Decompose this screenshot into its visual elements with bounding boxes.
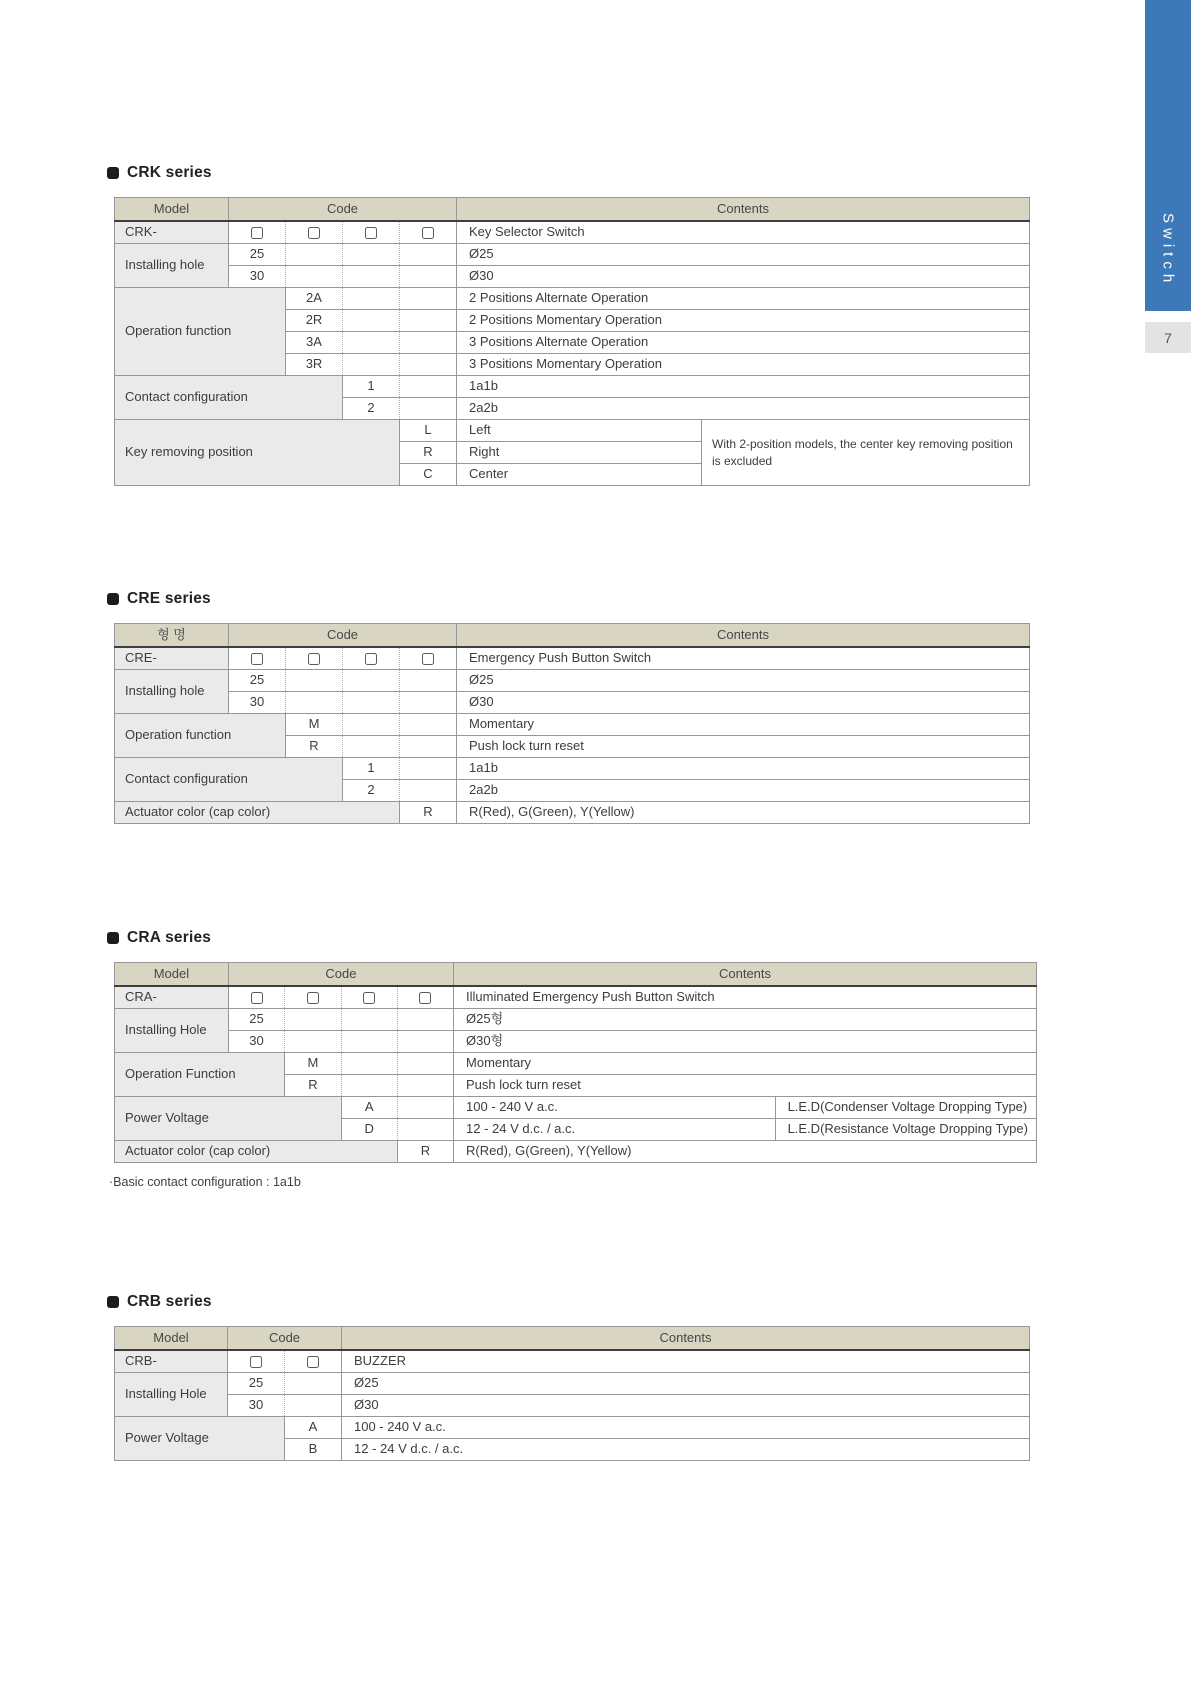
section-title-crk bbox=[107, 162, 1037, 184]
side-tab-switch bbox=[1145, 0, 1191, 311]
row-label-cell: Power Voltage bbox=[115, 1097, 342, 1141]
header-row bbox=[115, 1327, 1030, 1351]
code-empty-cell bbox=[400, 670, 457, 692]
code-empty-cell bbox=[341, 1053, 397, 1075]
table-row bbox=[115, 692, 1030, 714]
contents-cell: 100 - 240 V a.c. bbox=[342, 1417, 1030, 1439]
code-value-cell: 30 bbox=[228, 1031, 284, 1053]
row-label-cell: CRK- bbox=[115, 221, 229, 244]
table-row bbox=[115, 266, 1030, 288]
code-empty-cell bbox=[341, 1075, 397, 1097]
table-row bbox=[115, 1031, 1037, 1053]
code-value-cell: C bbox=[400, 464, 457, 486]
contents-cell: Ø25형 bbox=[454, 1009, 1037, 1031]
code-empty-cell bbox=[286, 266, 343, 288]
code-value-cell: M bbox=[285, 1053, 341, 1075]
code-empty-cell bbox=[397, 1075, 453, 1097]
contents-cell: Right bbox=[457, 442, 702, 464]
code-placeholder-cell bbox=[397, 986, 453, 1009]
code-value-cell: R bbox=[286, 736, 343, 758]
table-row bbox=[115, 670, 1030, 692]
row-label-cell: Key removing position bbox=[115, 420, 400, 486]
contents-cell: Ø30 bbox=[457, 266, 1030, 288]
code-empty-cell bbox=[400, 288, 457, 310]
section-title-text: CRA series bbox=[127, 929, 212, 946]
cre-ordering-table bbox=[114, 623, 1030, 824]
code-empty-cell bbox=[285, 1395, 342, 1417]
contents-cell: L.E.D(Resistance Voltage Dropping Type) bbox=[775, 1119, 1036, 1141]
code-placeholder-cell bbox=[286, 221, 343, 244]
row-label-cell: Installing Hole bbox=[115, 1009, 229, 1053]
row-label-cell: Installing Hole bbox=[115, 1373, 228, 1417]
contents-cell: Momentary bbox=[457, 714, 1030, 736]
code-empty-cell bbox=[400, 736, 457, 758]
section-cra bbox=[107, 927, 1037, 1189]
header-cell: Contents bbox=[457, 198, 1030, 222]
code-value-cell: 25 bbox=[229, 670, 286, 692]
code-value-cell: 1 bbox=[343, 376, 400, 398]
table-row bbox=[115, 420, 1030, 442]
footnote-basic-contact: ·Basic contact configuration : 1a1b bbox=[109, 1175, 301, 1189]
row-label-cell: Installing hole bbox=[115, 670, 229, 714]
contents-cell: Push lock turn reset bbox=[457, 736, 1030, 758]
code-empty-cell bbox=[343, 266, 400, 288]
contents-cell: L.E.D(Condenser Voltage Dropping Type) bbox=[775, 1097, 1036, 1119]
row-label-cell: Operation Function bbox=[115, 1053, 285, 1097]
code-value-cell: B bbox=[285, 1439, 342, 1461]
code-empty-cell bbox=[400, 714, 457, 736]
code-empty-cell bbox=[343, 692, 400, 714]
code-value-cell: R bbox=[400, 442, 457, 464]
code-empty-cell bbox=[343, 332, 400, 354]
placeholder-square-icon bbox=[251, 653, 263, 665]
table-row bbox=[115, 221, 1030, 244]
placeholder-square-icon bbox=[251, 227, 263, 239]
contents-cell: Illuminated Emergency Push Button Switch bbox=[454, 986, 1037, 1009]
section-bullet-icon bbox=[107, 167, 119, 179]
contents-cell: Ø30형 bbox=[454, 1031, 1037, 1053]
contents-cell: Ø25 bbox=[457, 244, 1030, 266]
code-value-cell: 2A bbox=[286, 288, 343, 310]
code-value-cell: 25 bbox=[229, 244, 286, 266]
placeholder-square-icon bbox=[307, 992, 319, 1004]
row-label-cell: Actuator color (cap color) bbox=[115, 1141, 398, 1163]
section-cre bbox=[107, 588, 1037, 824]
table-row bbox=[115, 376, 1030, 398]
code-empty-cell bbox=[285, 1031, 341, 1053]
code-value-cell: 25 bbox=[228, 1373, 285, 1395]
header-cell: Contents bbox=[342, 1327, 1030, 1351]
table-row bbox=[115, 986, 1037, 1009]
code-empty-cell bbox=[341, 1031, 397, 1053]
code-placeholder-cell bbox=[228, 986, 284, 1009]
placeholder-square-icon bbox=[308, 227, 320, 239]
contents-cell: R(Red), G(Green), Y(Yellow) bbox=[457, 802, 1030, 824]
header-cell: Model bbox=[115, 963, 229, 987]
contents-cell: Ø25 bbox=[342, 1373, 1030, 1395]
code-empty-cell bbox=[343, 288, 400, 310]
code-value-cell: R bbox=[285, 1075, 341, 1097]
contents-cell: 12 - 24 V d.c. / a.c. bbox=[454, 1119, 776, 1141]
placeholder-square-icon bbox=[250, 1356, 262, 1368]
code-placeholder-cell bbox=[229, 221, 286, 244]
code-empty-cell bbox=[397, 1097, 453, 1119]
page-number: 7 bbox=[1164, 329, 1172, 346]
header-cell: Code bbox=[228, 1327, 342, 1351]
table-row bbox=[115, 1350, 1030, 1373]
header-cell: Code bbox=[228, 963, 453, 987]
contents-cell: BUZZER bbox=[342, 1350, 1030, 1373]
code-empty-cell bbox=[343, 670, 400, 692]
cra-ordering-table bbox=[114, 962, 1037, 1163]
code-value-cell: D bbox=[341, 1119, 397, 1141]
row-label-cell: Installing hole bbox=[115, 244, 229, 288]
row-label-cell: CRE- bbox=[115, 647, 229, 670]
code-value-cell: 30 bbox=[229, 266, 286, 288]
contents-cell: 2a2b bbox=[457, 780, 1030, 802]
section-crk bbox=[107, 162, 1037, 486]
row-label-cell: Contact configuration bbox=[115, 758, 343, 802]
code-placeholder-cell bbox=[400, 221, 457, 244]
table-row bbox=[115, 1395, 1030, 1417]
contents-cell: Push lock turn reset bbox=[454, 1075, 1037, 1097]
contents-cell: 2 Positions Momentary Operation bbox=[457, 310, 1030, 332]
header-cell: 형 명 bbox=[115, 624, 229, 648]
code-empty-cell bbox=[343, 736, 400, 758]
code-value-cell: 2 bbox=[343, 780, 400, 802]
code-placeholder-cell bbox=[285, 1350, 342, 1373]
table-row bbox=[115, 1373, 1030, 1395]
section-bullet-icon bbox=[107, 1296, 119, 1308]
code-placeholder-cell bbox=[343, 221, 400, 244]
contents-cell: 3 Positions Alternate Operation bbox=[457, 332, 1030, 354]
row-label-cell: CRA- bbox=[115, 986, 229, 1009]
code-empty-cell bbox=[341, 1009, 397, 1031]
code-empty-cell bbox=[400, 758, 457, 780]
code-empty-cell bbox=[397, 1119, 453, 1141]
contents-cell: 2 Positions Alternate Operation bbox=[457, 288, 1030, 310]
code-empty-cell bbox=[397, 1031, 453, 1053]
placeholder-square-icon bbox=[308, 653, 320, 665]
code-empty-cell bbox=[400, 354, 457, 376]
code-empty-cell bbox=[343, 310, 400, 332]
contents-cell: 12 - 24 V d.c. / a.c. bbox=[342, 1439, 1030, 1461]
code-empty-cell bbox=[400, 244, 457, 266]
section-crb bbox=[107, 1291, 1037, 1461]
contents-cell: Ø30 bbox=[342, 1395, 1030, 1417]
code-empty-cell bbox=[343, 714, 400, 736]
code-empty-cell bbox=[343, 244, 400, 266]
section-title-text: CRE series bbox=[127, 590, 211, 607]
code-empty-cell bbox=[285, 1009, 341, 1031]
code-placeholder-cell bbox=[341, 986, 397, 1009]
header-cell: Model bbox=[115, 198, 229, 222]
code-value-cell: R bbox=[397, 1141, 453, 1163]
placeholder-square-icon bbox=[419, 992, 431, 1004]
contents-cell: Left bbox=[457, 420, 702, 442]
contents-cell: Center bbox=[457, 464, 702, 486]
header-cell: Contents bbox=[457, 624, 1030, 648]
header-cell: Contents bbox=[454, 963, 1037, 987]
contents-cell: 1a1b bbox=[457, 376, 1030, 398]
table-row bbox=[115, 1053, 1037, 1075]
contents-cell: 3 Positions Momentary Operation bbox=[457, 354, 1030, 376]
contents-cell: Emergency Push Button Switch bbox=[457, 647, 1030, 670]
contents-cell: Key Selector Switch bbox=[457, 221, 1030, 244]
header-cell: Model bbox=[115, 1327, 228, 1351]
row-label-cell: Power Voltage bbox=[115, 1417, 285, 1461]
code-empty-cell bbox=[400, 692, 457, 714]
header-row bbox=[115, 624, 1030, 648]
contents-cell: Momentary bbox=[454, 1053, 1037, 1075]
row-label-cell: CRB- bbox=[115, 1350, 228, 1373]
row-label-cell: Actuator color (cap color) bbox=[115, 802, 400, 824]
code-empty-cell bbox=[400, 780, 457, 802]
code-value-cell: L bbox=[400, 420, 457, 442]
crb-ordering-table bbox=[114, 1326, 1030, 1461]
code-value-cell: 25 bbox=[228, 1009, 284, 1031]
section-title-text: CRB series bbox=[127, 1293, 212, 1310]
section-title-cre bbox=[107, 588, 1037, 610]
code-empty-cell bbox=[286, 692, 343, 714]
table-row bbox=[115, 714, 1030, 736]
code-value-cell: A bbox=[341, 1097, 397, 1119]
contents-cell: 1a1b bbox=[457, 758, 1030, 780]
code-value-cell: 2 bbox=[343, 398, 400, 420]
code-empty-cell bbox=[286, 244, 343, 266]
section-bullet-icon bbox=[107, 593, 119, 605]
table-row bbox=[115, 802, 1030, 824]
header-cell: Code bbox=[229, 198, 457, 222]
side-tab-label: Switch bbox=[1159, 212, 1177, 287]
contents-cell: Ø30 bbox=[457, 692, 1030, 714]
table-row bbox=[115, 1417, 1030, 1439]
placeholder-square-icon bbox=[422, 653, 434, 665]
code-value-cell: 1 bbox=[343, 758, 400, 780]
section-title-crb bbox=[107, 1291, 1037, 1313]
code-placeholder-cell bbox=[400, 647, 457, 670]
table-row bbox=[115, 1009, 1037, 1031]
contents-cell: R(Red), G(Green), Y(Yellow) bbox=[454, 1141, 1037, 1163]
header-row bbox=[115, 198, 1030, 222]
placeholder-square-icon bbox=[365, 653, 377, 665]
placeholder-square-icon bbox=[363, 992, 375, 1004]
header-row bbox=[115, 963, 1037, 987]
row-label-cell: Operation function bbox=[115, 288, 286, 376]
code-value-cell: 30 bbox=[229, 692, 286, 714]
code-value-cell: A bbox=[285, 1417, 342, 1439]
code-placeholder-cell bbox=[229, 647, 286, 670]
crk-ordering-table bbox=[114, 197, 1030, 486]
header-cell: Code bbox=[229, 624, 457, 648]
placeholder-square-icon bbox=[365, 227, 377, 239]
placeholder-square-icon bbox=[251, 992, 263, 1004]
code-empty-cell bbox=[400, 310, 457, 332]
code-placeholder-cell bbox=[228, 1350, 285, 1373]
placeholder-square-icon bbox=[422, 227, 434, 239]
note-cell: With 2-position models, the center key removing position is excluded bbox=[702, 420, 1030, 486]
code-value-cell: R bbox=[400, 802, 457, 824]
code-empty-cell bbox=[286, 670, 343, 692]
code-value-cell: 3A bbox=[286, 332, 343, 354]
section-title-cra bbox=[107, 927, 1037, 949]
table-row bbox=[115, 1097, 1037, 1119]
code-placeholder-cell bbox=[285, 986, 341, 1009]
placeholder-square-icon bbox=[307, 1356, 319, 1368]
code-value-cell: 2R bbox=[286, 310, 343, 332]
table-row bbox=[115, 758, 1030, 780]
row-label-cell: Contact configuration bbox=[115, 376, 343, 420]
section-title-text: CRK series bbox=[127, 164, 212, 181]
table-row bbox=[115, 647, 1030, 670]
code-placeholder-cell bbox=[286, 647, 343, 670]
code-empty-cell bbox=[400, 266, 457, 288]
table-row bbox=[115, 288, 1030, 310]
row-label-cell: Operation function bbox=[115, 714, 286, 758]
table-row bbox=[115, 1141, 1037, 1163]
code-empty-cell bbox=[400, 398, 457, 420]
section-bullet-icon bbox=[107, 932, 119, 944]
code-value-cell: 30 bbox=[228, 1395, 285, 1417]
contents-cell: 100 - 240 V a.c. bbox=[454, 1097, 776, 1119]
code-empty-cell bbox=[400, 332, 457, 354]
code-empty-cell bbox=[397, 1009, 453, 1031]
code-empty-cell bbox=[400, 376, 457, 398]
code-empty-cell bbox=[343, 354, 400, 376]
code-value-cell: M bbox=[286, 714, 343, 736]
contents-cell: Ø25 bbox=[457, 670, 1030, 692]
code-empty-cell bbox=[397, 1053, 453, 1075]
table-row bbox=[115, 244, 1030, 266]
code-value-cell: 3R bbox=[286, 354, 343, 376]
page-number-badge bbox=[1145, 322, 1191, 353]
code-empty-cell bbox=[285, 1373, 342, 1395]
contents-cell: 2a2b bbox=[457, 398, 1030, 420]
code-placeholder-cell bbox=[343, 647, 400, 670]
